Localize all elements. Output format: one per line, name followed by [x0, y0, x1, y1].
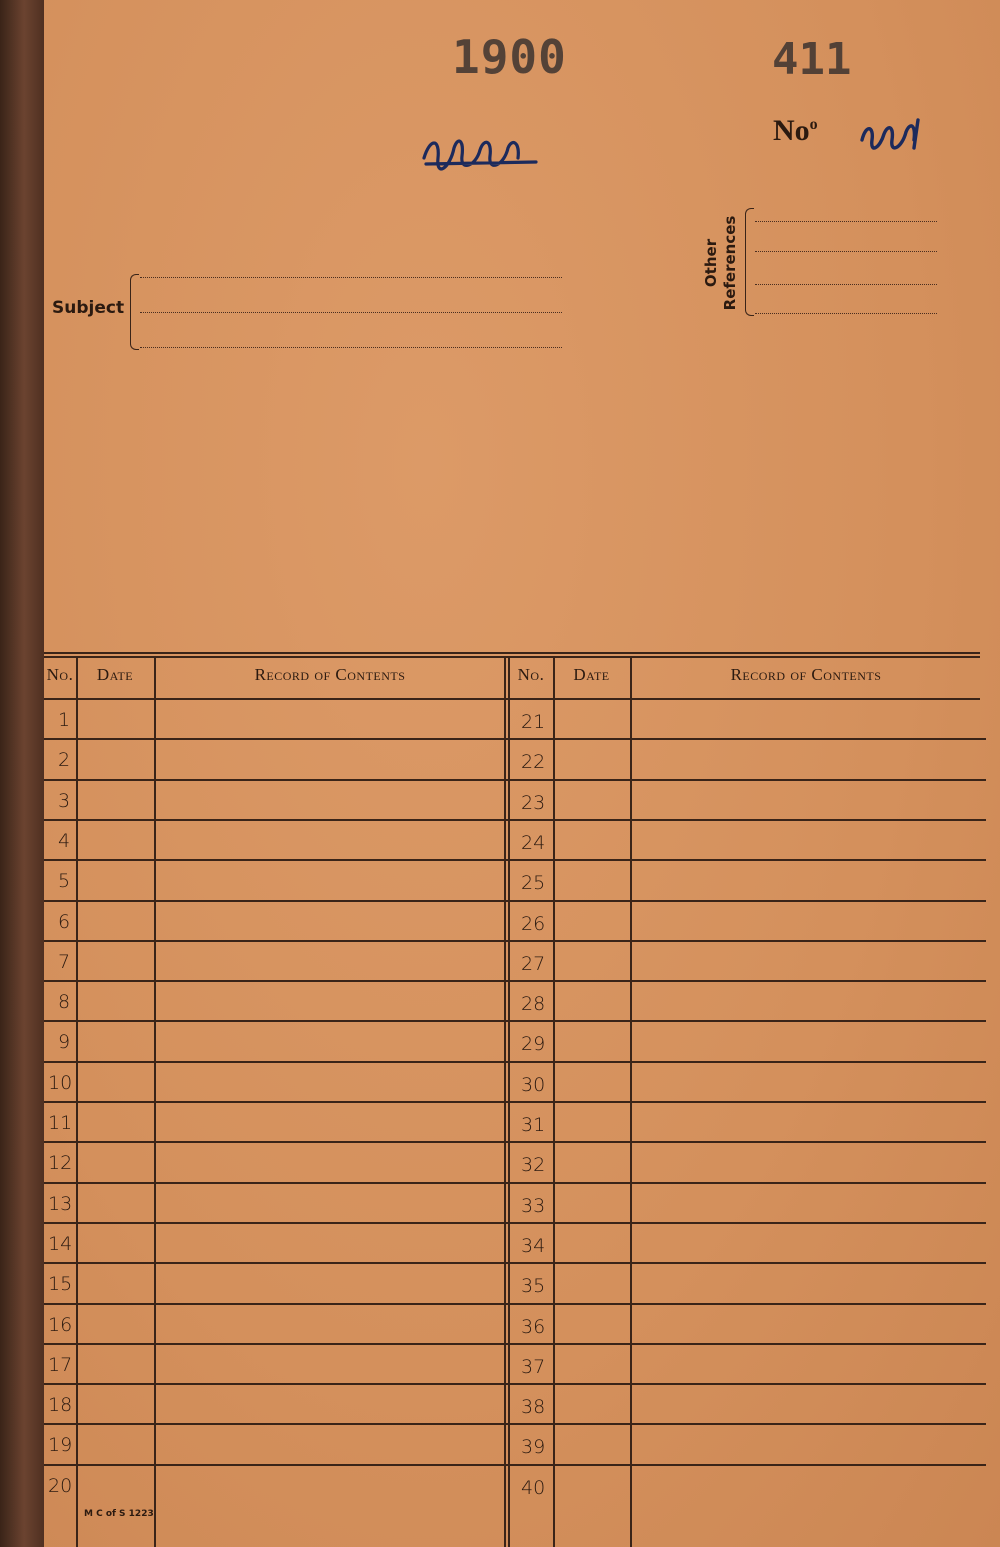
row-number: 33 [521, 1195, 546, 1217]
row-number: 34 [521, 1235, 546, 1257]
row-number: 7 [58, 951, 71, 973]
row-number: 29 [521, 1033, 546, 1055]
row-number: 8 [58, 991, 71, 1013]
row-rule [44, 1423, 986, 1425]
subject-line-1[interactable] [140, 277, 562, 278]
left-header-date: Date [96, 665, 134, 684]
row-rule [44, 1303, 986, 1305]
left-header-no: No. [46, 665, 74, 684]
col-rule-center-2 [508, 656, 510, 1547]
col-rule-left-date [76, 656, 78, 1547]
row-number: 15 [48, 1273, 73, 1295]
row-rule [44, 819, 986, 821]
number-stamp: 411 [772, 34, 852, 85]
row-number: 21 [521, 711, 546, 733]
row-number: 39 [521, 1436, 546, 1458]
header-bottom-rule [44, 698, 980, 700]
row-rule [44, 1222, 986, 1224]
table-top-rule-2 [44, 656, 980, 658]
subject-line-3[interactable] [140, 347, 562, 348]
right-header-no: No. [517, 665, 545, 684]
row-number: 1 [58, 709, 71, 731]
other-references-line-2[interactable] [755, 251, 937, 252]
row-number: 22 [521, 751, 546, 773]
subject-brace [130, 274, 139, 350]
row-rule [44, 1182, 986, 1184]
row-number: 12 [48, 1152, 73, 1174]
row-number: 9 [58, 1031, 71, 1053]
handwritten-scribble [420, 128, 540, 172]
col-rule-center-1 [504, 656, 506, 1547]
row-rule [44, 1343, 986, 1345]
other-references-line-3[interactable] [755, 284, 937, 285]
row-number: 2 [58, 749, 71, 771]
table-top-rule [44, 652, 980, 654]
row-number: 16 [48, 1314, 73, 1336]
row-rule [44, 779, 986, 781]
left-header-record: Record of Contents [254, 665, 406, 684]
other-references-label: Other References [702, 215, 739, 311]
row-rule [44, 900, 986, 902]
row-rule [44, 1262, 986, 1264]
col-rule-right-record [630, 656, 632, 1547]
row-rule [44, 940, 986, 942]
other-references-line-4[interactable] [755, 313, 937, 314]
row-number: 6 [58, 911, 71, 933]
row-number: 14 [48, 1233, 73, 1255]
other-references-brace [745, 208, 754, 316]
row-number: 40 [521, 1477, 546, 1499]
row-rule [44, 1061, 986, 1063]
row-rule [44, 859, 986, 861]
col-rule-right-date [553, 656, 555, 1547]
subject-label: Subject [52, 298, 125, 318]
row-number: 30 [521, 1074, 546, 1096]
row-number: 28 [521, 993, 546, 1015]
right-header-date: Date [573, 665, 610, 684]
row-rule [44, 1101, 986, 1103]
row-number: 27 [521, 953, 546, 975]
row-number: 5 [58, 870, 71, 892]
handwritten-number [858, 114, 928, 154]
year-stamp: 1900 [452, 30, 567, 84]
row-number: 37 [521, 1356, 546, 1378]
right-header-record: Record of Contents [730, 665, 882, 684]
row-number: 24 [521, 832, 546, 854]
row-number: 18 [48, 1394, 73, 1416]
row-number: 35 [521, 1275, 546, 1297]
row-number: 17 [48, 1354, 73, 1376]
row-number: 3 [58, 790, 71, 812]
row-rule [44, 980, 986, 982]
other-references-line-1[interactable] [755, 221, 937, 222]
no-label: No$^o$ [773, 114, 818, 147]
row-number: 26 [521, 913, 546, 935]
row-number: 13 [48, 1193, 73, 1215]
row-number: 10 [48, 1072, 73, 1094]
row-number: 32 [521, 1154, 546, 1176]
row-rule [44, 1383, 986, 1385]
row-rule [44, 738, 986, 740]
row-rule [44, 1464, 986, 1466]
row-number: 25 [521, 872, 546, 894]
row-number: 36 [521, 1316, 546, 1338]
row-number: 19 [48, 1434, 73, 1456]
row-rule [44, 1020, 986, 1022]
col-rule-left-record [154, 656, 156, 1547]
row-number: 20 [48, 1475, 73, 1497]
row-rule [44, 1141, 986, 1143]
binding-spine [0, 0, 44, 1547]
row-number: 4 [58, 830, 71, 852]
row-number: 38 [521, 1396, 546, 1418]
row-number: 23 [521, 792, 546, 814]
form-code: M C of S 1223 [84, 1509, 154, 1519]
row-number: 11 [48, 1112, 73, 1134]
row-number: 31 [521, 1114, 546, 1136]
subject-line-2[interactable] [140, 312, 562, 313]
